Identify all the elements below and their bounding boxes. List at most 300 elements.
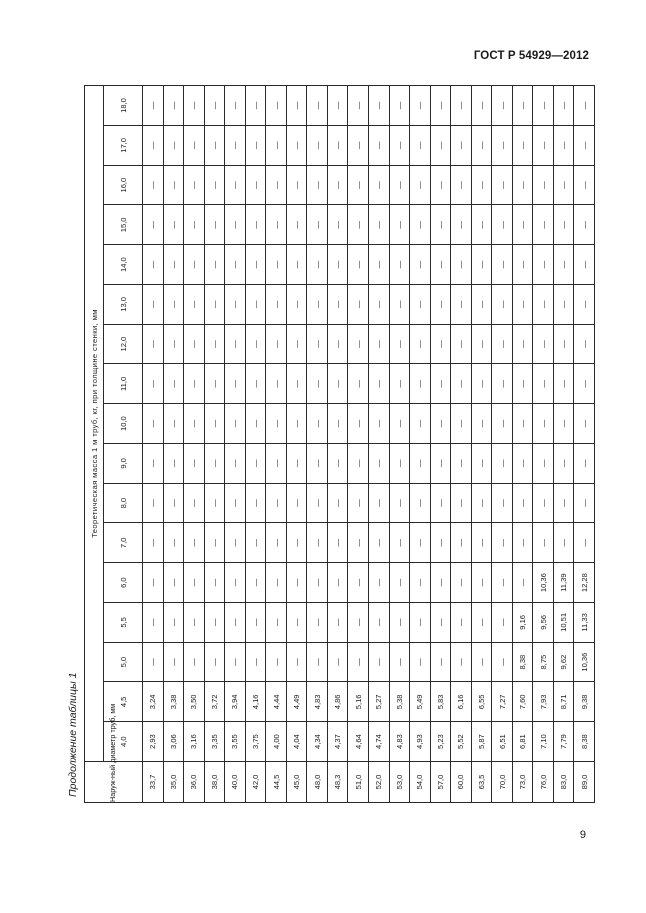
diameter-cell: 48,0 — [307, 762, 328, 803]
mass-cell: — — [204, 285, 225, 325]
diameter-cell: 63,5 — [471, 762, 492, 803]
mass-cell: — — [286, 642, 307, 682]
mass-cell: — — [389, 205, 410, 245]
mass-cell: — — [389, 165, 410, 205]
mass-cell: 5,23 — [430, 722, 451, 762]
mass-cell: — — [533, 285, 554, 325]
mass-cell: 5,87 — [471, 722, 492, 762]
table-row — [245, 86, 266, 803]
mass-cell: — — [430, 642, 451, 682]
mass-cell: — — [533, 165, 554, 205]
mass-cell: 2,93 — [143, 722, 164, 762]
mass-cell: 3,16 — [184, 722, 205, 762]
table-row — [307, 86, 328, 803]
diameter-cell: 45,0 — [286, 762, 307, 803]
mass-cell: — — [143, 364, 164, 404]
mass-cell: — — [307, 563, 328, 603]
mass-cell: — — [225, 603, 246, 643]
mass-cell: — — [245, 404, 266, 444]
mass-cell: — — [307, 285, 328, 325]
mass-cell: — — [451, 285, 472, 325]
mass-cell: — — [143, 285, 164, 325]
mass-cell: — — [451, 126, 472, 166]
mass-cell: — — [348, 404, 369, 444]
mass-cell: — — [143, 563, 164, 603]
mass-cell: — — [327, 126, 348, 166]
mass-cell: — — [512, 563, 533, 603]
diameter-cell: 48,3 — [327, 762, 348, 803]
mass-cell: — — [143, 324, 164, 364]
mass-cell: — — [184, 126, 205, 166]
diameter-cell: 44,5 — [266, 762, 287, 803]
mass-cell: — — [245, 86, 266, 126]
mass-cell: — — [307, 324, 328, 364]
pipe-mass-table — [84, 85, 595, 803]
mass-cell: — — [471, 642, 492, 682]
mass-cell: — — [553, 364, 574, 404]
mass-cell: — — [369, 165, 390, 205]
mass-cell: — — [471, 404, 492, 444]
mass-cell: 6,16 — [451, 682, 472, 722]
mass-cell: — — [451, 563, 472, 603]
mass-cell: — — [410, 444, 431, 484]
mass-cell: — — [327, 642, 348, 682]
mass-cell: — — [327, 245, 348, 285]
mass-cell: — — [348, 126, 369, 166]
mass-cell: — — [286, 563, 307, 603]
mass-cell: — — [286, 324, 307, 364]
wall-thickness-header: 17,0 — [104, 126, 143, 166]
mass-cell: — — [307, 205, 328, 245]
mass-cell: — — [225, 245, 246, 285]
mass-cell: — — [553, 444, 574, 484]
mass-cell: — — [163, 165, 184, 205]
mass-cell: — — [163, 563, 184, 603]
mass-cell: — — [553, 523, 574, 563]
mass-cell: — — [492, 603, 513, 643]
mass-cell: — — [286, 483, 307, 523]
table-row — [204, 86, 225, 803]
mass-cell: — — [574, 404, 595, 444]
wall-thickness-header: 14,0 — [104, 245, 143, 285]
diameter-cell: 57,0 — [430, 762, 451, 803]
mass-cell: — — [184, 285, 205, 325]
mass-cell: — — [163, 523, 184, 563]
mass-cell: — — [492, 165, 513, 205]
mass-cell: — — [184, 603, 205, 643]
diameter-cell: 89,0 — [574, 762, 595, 803]
mass-cell: — — [574, 324, 595, 364]
mass-cell: — — [266, 86, 287, 126]
mass-cell: — — [163, 404, 184, 444]
mass-cell: — — [471, 483, 492, 523]
diameter-cell: 52,0 — [369, 762, 390, 803]
mass-cell: — — [266, 642, 287, 682]
mass-cell: — — [225, 563, 246, 603]
mass-cell: — — [245, 165, 266, 205]
mass-cell: — — [492, 285, 513, 325]
mass-cell: — — [266, 285, 287, 325]
mass-cell: 5,49 — [410, 682, 431, 722]
mass-cell: — — [143, 404, 164, 444]
mass-cell: — — [492, 86, 513, 126]
table-row — [533, 86, 554, 803]
mass-cell: — — [266, 165, 287, 205]
mass-cell: — — [245, 642, 266, 682]
mass-cell: — — [143, 86, 164, 126]
mass-cell: — — [204, 126, 225, 166]
mass-cell: — — [410, 563, 431, 603]
mass-cell: — — [553, 245, 574, 285]
mass-cell: — — [143, 444, 164, 484]
mass-cell: — — [369, 126, 390, 166]
table-row — [286, 86, 307, 803]
mass-cell: — — [574, 165, 595, 205]
mass-cell: 3,35 — [204, 722, 225, 762]
mass-cell: — — [512, 205, 533, 245]
mass-cell: — — [143, 483, 164, 523]
mass-cell: — — [430, 483, 451, 523]
mass-cell: — — [184, 642, 205, 682]
mass-cell: — — [533, 523, 554, 563]
mass-cell: — — [266, 324, 287, 364]
mass-cell: 5,27 — [369, 682, 390, 722]
mass-cell: — — [451, 324, 472, 364]
mass-cell: 7,60 — [512, 682, 533, 722]
mass-cell: — — [245, 444, 266, 484]
mass-cell: — — [163, 324, 184, 364]
mass-cell: — — [553, 205, 574, 245]
mass-cell: — — [348, 324, 369, 364]
mass-cell: — — [184, 523, 205, 563]
mass-cell: 4,86 — [327, 682, 348, 722]
mass-cell: — — [533, 483, 554, 523]
table-caption: Продолжение таблицы 1 — [67, 672, 79, 797]
mass-cell: — — [574, 523, 595, 563]
mass-cell: — — [553, 404, 574, 444]
mass-cell: — — [574, 444, 595, 484]
mass-cell: — — [430, 86, 451, 126]
mass-cell: — — [204, 444, 225, 484]
mass-cell: — — [451, 603, 472, 643]
mass-cell: — — [204, 86, 225, 126]
mass-cell: — — [163, 364, 184, 404]
mass-cell: 4,00 — [266, 722, 287, 762]
mass-cell: — — [286, 205, 307, 245]
mass-cell: — — [327, 165, 348, 205]
mass-cell: — — [327, 444, 348, 484]
mass-cell: — — [266, 126, 287, 166]
mass-cell: — — [369, 86, 390, 126]
mass-cell: — — [553, 86, 574, 126]
mass-cell: — — [286, 126, 307, 166]
mass-cell: — — [553, 324, 574, 364]
mass-cell: — — [553, 285, 574, 325]
mass-cell: — — [512, 444, 533, 484]
mass-cell: — — [163, 285, 184, 325]
mass-cell: — — [307, 364, 328, 404]
mass-cell: — — [163, 245, 184, 285]
mass-cell: — — [369, 205, 390, 245]
mass-cell: — — [430, 285, 451, 325]
mass-cell: — — [266, 603, 287, 643]
mass-cell: 4,16 — [245, 682, 266, 722]
mass-cell: 11,39 — [553, 563, 574, 603]
mass-cell: — — [266, 404, 287, 444]
mass-cell: — — [184, 404, 205, 444]
mass-cell: — — [369, 603, 390, 643]
mass-cell: 10,36 — [574, 642, 595, 682]
mass-cell: — — [430, 126, 451, 166]
mass-cell: — — [574, 86, 595, 126]
mass-cell: — — [225, 523, 246, 563]
mass-cell: — — [204, 523, 225, 563]
mass-cell: — — [369, 444, 390, 484]
diameter-cell: 36,0 — [184, 762, 205, 803]
mass-cell: — — [451, 364, 472, 404]
table-row — [163, 86, 184, 803]
mass-cell: — — [389, 404, 410, 444]
mass-cell: — — [389, 285, 410, 325]
mass-cell: 6,51 — [492, 722, 513, 762]
mass-cell: — — [389, 483, 410, 523]
mass-cell: — — [286, 86, 307, 126]
mass-cell: — — [327, 205, 348, 245]
mass-cell: — — [512, 324, 533, 364]
mass-cell: — — [245, 245, 266, 285]
mass-cell: — — [389, 364, 410, 404]
table-row — [369, 86, 390, 803]
table-body — [143, 86, 595, 803]
mass-cell: — — [184, 364, 205, 404]
mass-cell: — — [512, 523, 533, 563]
mass-cell: — — [245, 563, 266, 603]
mass-cell: — — [492, 324, 513, 364]
table-row — [225, 86, 246, 803]
diameter-cell: 73,0 — [512, 762, 533, 803]
mass-cell: — — [245, 285, 266, 325]
diameter-cell: 42,0 — [245, 762, 266, 803]
mass-cell: — — [348, 285, 369, 325]
mass-cell: — — [245, 603, 266, 643]
wall-thickness-header: 18,0 — [104, 86, 143, 126]
mass-cell: — — [389, 444, 410, 484]
mass-cell: — — [410, 324, 431, 364]
table-row — [492, 86, 513, 803]
mass-cell: — — [389, 126, 410, 166]
mass-cell: — — [327, 603, 348, 643]
mass-cell: — — [451, 523, 472, 563]
table-row — [512, 86, 533, 803]
mass-cell: — — [225, 444, 246, 484]
mass-cell: — — [574, 483, 595, 523]
mass-cell: 10,36 — [533, 563, 554, 603]
mass-cell: — — [245, 126, 266, 166]
mass-cell: — — [512, 245, 533, 285]
mass-cell: — — [451, 483, 472, 523]
mass-cell: — — [286, 245, 307, 285]
diameter-cell: 83,0 — [553, 762, 574, 803]
mass-cell: — — [348, 245, 369, 285]
mass-cell: — — [225, 642, 246, 682]
mass-cell: — — [492, 642, 513, 682]
mass-cell: — — [286, 165, 307, 205]
mass-cell: — — [369, 483, 390, 523]
table-row — [266, 86, 287, 803]
mass-cell: — — [369, 364, 390, 404]
wall-thickness-header: 12,0 — [104, 324, 143, 364]
rotated-table-area — [62, 85, 589, 803]
mass-cell: 5,83 — [430, 682, 451, 722]
mass-cell: — — [143, 523, 164, 563]
mass-cell: — — [553, 126, 574, 166]
mass-cell: — — [410, 603, 431, 643]
wall-thickness-header: 13,0 — [104, 285, 143, 325]
mass-cell: — — [225, 86, 246, 126]
mass-cell: — — [348, 364, 369, 404]
mass-cell: — — [245, 483, 266, 523]
mass-cell: — — [389, 603, 410, 643]
mass-cell: 3,72 — [204, 682, 225, 722]
mass-cell: — — [451, 245, 472, 285]
mass-cell: — — [369, 642, 390, 682]
mass-cell: 4,44 — [266, 682, 287, 722]
mass-cell: 9,16 — [512, 603, 533, 643]
diameter-cell: 53,0 — [389, 762, 410, 803]
mass-cell: — — [286, 523, 307, 563]
table-row — [430, 86, 451, 803]
mass-cell: 8,75 — [533, 642, 554, 682]
mass-cell: — — [225, 285, 246, 325]
mass-cell: 4,49 — [286, 682, 307, 722]
mass-cell: — — [533, 86, 554, 126]
diameter-cell: 51,0 — [348, 762, 369, 803]
mass-cell: — — [348, 563, 369, 603]
mass-cell: — — [348, 444, 369, 484]
mass-cell: — — [266, 364, 287, 404]
table-row — [553, 86, 574, 803]
mass-cell: — — [286, 285, 307, 325]
mass-cell: — — [307, 642, 328, 682]
mass-cell: — — [410, 245, 431, 285]
mass-cell: 7,79 — [553, 722, 574, 762]
mass-cell: — — [163, 205, 184, 245]
table-row — [574, 86, 595, 803]
mass-cell: 5,52 — [451, 722, 472, 762]
mass-cell: — — [451, 165, 472, 205]
mass-cell: — — [327, 563, 348, 603]
mass-cell: 3,38 — [163, 682, 184, 722]
mass-cell: — — [204, 603, 225, 643]
mass-cell: — — [266, 444, 287, 484]
mass-cell: — — [307, 165, 328, 205]
wall-thickness-header: 5,5 — [104, 603, 143, 643]
wall-thickness-header: 5,0 — [104, 642, 143, 682]
mass-cell: — — [245, 324, 266, 364]
table-row — [348, 86, 369, 803]
mass-cell: — — [369, 404, 390, 444]
mass-cell: 8,71 — [553, 682, 574, 722]
mass-cell: — — [286, 444, 307, 484]
mass-cell: — — [266, 563, 287, 603]
mass-cell: — — [512, 404, 533, 444]
mass-cell: — — [204, 324, 225, 364]
mass-cell: — — [533, 245, 554, 285]
diameter-cell: 38,0 — [204, 762, 225, 803]
mass-cell: — — [143, 165, 164, 205]
mass-cell: — — [143, 245, 164, 285]
mass-cell: — — [471, 165, 492, 205]
diameter-cell: 35,0 — [163, 762, 184, 803]
mass-cell: — — [204, 205, 225, 245]
mass-cell: — — [574, 364, 595, 404]
mass-cell: 4,34 — [307, 722, 328, 762]
mass-cell: — — [307, 603, 328, 643]
mass-cell: — — [389, 523, 410, 563]
mass-cell: 12,28 — [574, 563, 595, 603]
mass-cell: — — [204, 483, 225, 523]
diameter-cell: 60,0 — [451, 762, 472, 803]
mass-cell: — — [512, 86, 533, 126]
mass-cell: — — [348, 165, 369, 205]
mass-cell: — — [430, 205, 451, 245]
mass-cell: 7,27 — [492, 682, 513, 722]
mass-cell: 4,83 — [389, 722, 410, 762]
mass-cell: — — [143, 205, 164, 245]
mass-cell: — — [184, 563, 205, 603]
wall-thickness-header: 10,0 — [104, 404, 143, 444]
table-row — [389, 86, 410, 803]
mass-cell: — — [389, 563, 410, 603]
mass-cell: — — [389, 86, 410, 126]
mass-cell: — — [327, 364, 348, 404]
wall-thickness-header: 8,0 — [104, 483, 143, 523]
mass-cell: 11,33 — [574, 603, 595, 643]
table-row — [471, 86, 492, 803]
mass-cell: — — [471, 444, 492, 484]
mass-cell: — — [492, 364, 513, 404]
standard-designation: ГОСТ Р 54929—2012 — [473, 50, 589, 62]
mass-cell: — — [225, 165, 246, 205]
mass-cell: — — [471, 205, 492, 245]
diameter-cell: 54,0 — [410, 762, 431, 803]
mass-cell: — — [204, 165, 225, 205]
mass-cell: — — [204, 563, 225, 603]
mass-cell: — — [389, 324, 410, 364]
mass-cell: 9,62 — [553, 642, 574, 682]
mass-cell: — — [430, 324, 451, 364]
mass-cell: — — [286, 364, 307, 404]
mass-cell: — — [410, 285, 431, 325]
mass-cell: 3,55 — [225, 722, 246, 762]
mass-cell: — — [163, 603, 184, 643]
mass-cell: — — [451, 444, 472, 484]
mass-cell: — — [471, 324, 492, 364]
mass-cell: — — [533, 126, 554, 166]
table-row — [410, 86, 431, 803]
mass-cell: — — [430, 523, 451, 563]
mass-cell: — — [163, 86, 184, 126]
mass-cell: — — [553, 165, 574, 205]
mass-cell: 9,56 — [533, 603, 554, 643]
diameter-cell: 33,7 — [143, 762, 164, 803]
mass-cell: — — [327, 523, 348, 563]
mass-cell: — — [266, 205, 287, 245]
mass-cell: — — [348, 603, 369, 643]
mass-cell: — — [143, 642, 164, 682]
mass-cell: — — [492, 126, 513, 166]
wall-thickness-header: 6,0 — [104, 563, 143, 603]
